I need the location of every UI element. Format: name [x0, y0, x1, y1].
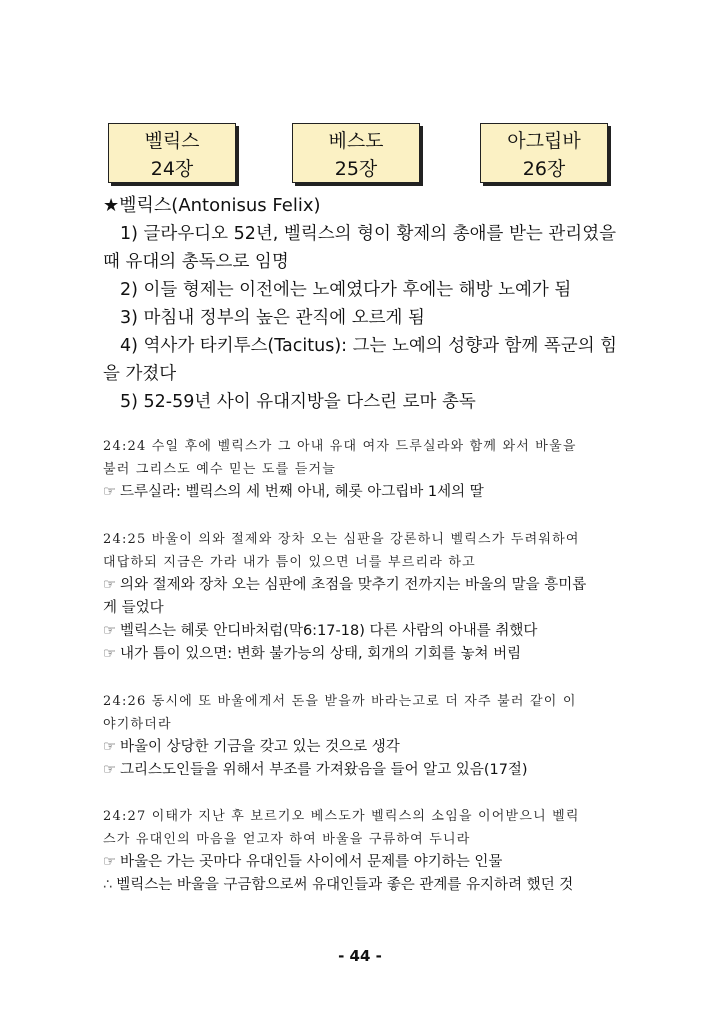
box-festus — [292, 123, 420, 183]
verse-line: 대답하되 지금은 가라 내가 틈이 있으면 너를 부르리라 하고 — [103, 555, 476, 570]
note — [103, 759, 618, 782]
note — [103, 620, 618, 643]
box-chapter: 26장 — [522, 158, 566, 180]
felix-facts-list — [103, 220, 618, 416]
list-item: 4) 역사가 타키투스(Tacitus): 그는 노예의 성향과 함께 폭군의 힘 — [120, 336, 618, 356]
note — [103, 874, 618, 897]
note-text: 벨릭스는 헤롯 안디바처럼(막6:17-18) 다른 사람의 아내를 취했다 — [120, 623, 538, 639]
page-number: - 44 - — [338, 947, 382, 965]
note — [103, 736, 618, 759]
verse-text — [103, 690, 618, 736]
list-item: 5) 52-59년 사이 유대지방을 다스린 로마 총독 — [120, 392, 476, 412]
note-continuation: 게 들었다 — [103, 600, 164, 616]
list-item: 1) 글라우디오 52년, 벨릭스의 형이 황제의 총애를 받는 관리였을 — [120, 224, 617, 244]
pointing-hand-icon: ☞ — [103, 762, 116, 778]
note-text: 의와 절제와 장차 오는 심판에 초점을 맞추기 전까지는 바울의 말을 흥미롭 — [120, 577, 587, 593]
note-text: 벨릭스는 바울을 구금함으로써 유대인들과 좋은 관계를 유지하려 했던 것 — [116, 877, 574, 893]
list-item-continuation: 을 가졌다 — [103, 364, 177, 384]
verse-line: 24:27 이태가 지난 후 보르기오 베스도가 벨릭스의 소임을 이어받으니 벨릭 — [103, 809, 580, 824]
pointing-hand-icon: ☞ — [103, 623, 116, 639]
verse-block — [103, 805, 618, 897]
note — [103, 481, 618, 504]
note-text: 그리스도인들을 위해서 부조를 가져왔음을 들어 알고 있음(17절) — [120, 762, 528, 778]
verse-text — [103, 528, 618, 574]
chapter-boxes — [0, 123, 720, 185]
section-heading: ★벨릭스(Antonisus Felix) — [103, 195, 321, 216]
note-text: 바울은 가는 곳마다 유대인들 사이에서 문제를 야기하는 인물 — [120, 854, 503, 870]
box-chapter: 25장 — [334, 158, 378, 180]
list-item: 2) 이들 형제는 이전에는 노예였다가 후에는 해방 노예가 됨 — [120, 280, 572, 300]
pointing-hand-icon: ☞ — [103, 854, 116, 870]
verse-block — [103, 690, 618, 782]
list-item-continuation: 때 유대의 총독으로 임명 — [103, 252, 289, 272]
verse-text — [103, 435, 618, 481]
pointing-hand-icon: ☞ — [103, 484, 116, 500]
note-text: 바울이 상당한 기금을 갖고 있는 것으로 생각 — [120, 739, 400, 755]
note-text: 내가 틈이 있으면: 변화 불가능의 상태, 회개의 기회를 놓쳐 버림 — [120, 646, 522, 662]
box-chapter: 24장 — [150, 158, 194, 180]
verse-line: 야기하더라 — [103, 717, 172, 732]
pointing-hand-icon: ☞ — [103, 646, 116, 662]
note — [103, 574, 618, 597]
note — [103, 643, 618, 666]
box-agrippa — [480, 123, 608, 183]
box-title: 벨릭스 — [144, 130, 200, 152]
pointing-hand-icon: ☞ — [103, 739, 116, 755]
verse-text — [103, 805, 618, 851]
pointing-hand-icon: ☞ — [103, 577, 116, 593]
note — [103, 851, 618, 874]
box-felix — [108, 123, 236, 183]
verse-line: 24:26 동시에 또 바울에게서 돈을 받을까 바라는고로 더 자주 불러 같이 이 — [103, 694, 577, 709]
verse-block — [103, 435, 618, 504]
verse-line: 불러 그리스도 예수 믿는 도를 듣거늘 — [103, 462, 337, 477]
therefore-icon: ∴ — [103, 877, 113, 893]
box-title: 아그립바 — [507, 130, 581, 152]
verse-block — [103, 528, 618, 666]
verse-line: 24:24 수일 후에 벨릭스가 그 아내 유대 여자 드루실라와 함께 와서 바울을 — [103, 439, 577, 454]
list-item: 3) 마침내 정부의 높은 관직에 오르게 됨 — [120, 308, 425, 328]
verse-line: 스가 유대인의 마음을 얻고자 하여 바울을 구류하여 두니라 — [103, 832, 471, 847]
verse-line: 24:25 바울이 의와 절제와 장차 오는 심판을 강론하니 벨릭스가 두려워하여 — [103, 532, 580, 547]
note-text: 드루실라: 벨릭스의 세 번째 아내, 헤롯 아그립바 1세의 딸 — [120, 484, 484, 500]
box-title: 베스도 — [328, 130, 384, 152]
